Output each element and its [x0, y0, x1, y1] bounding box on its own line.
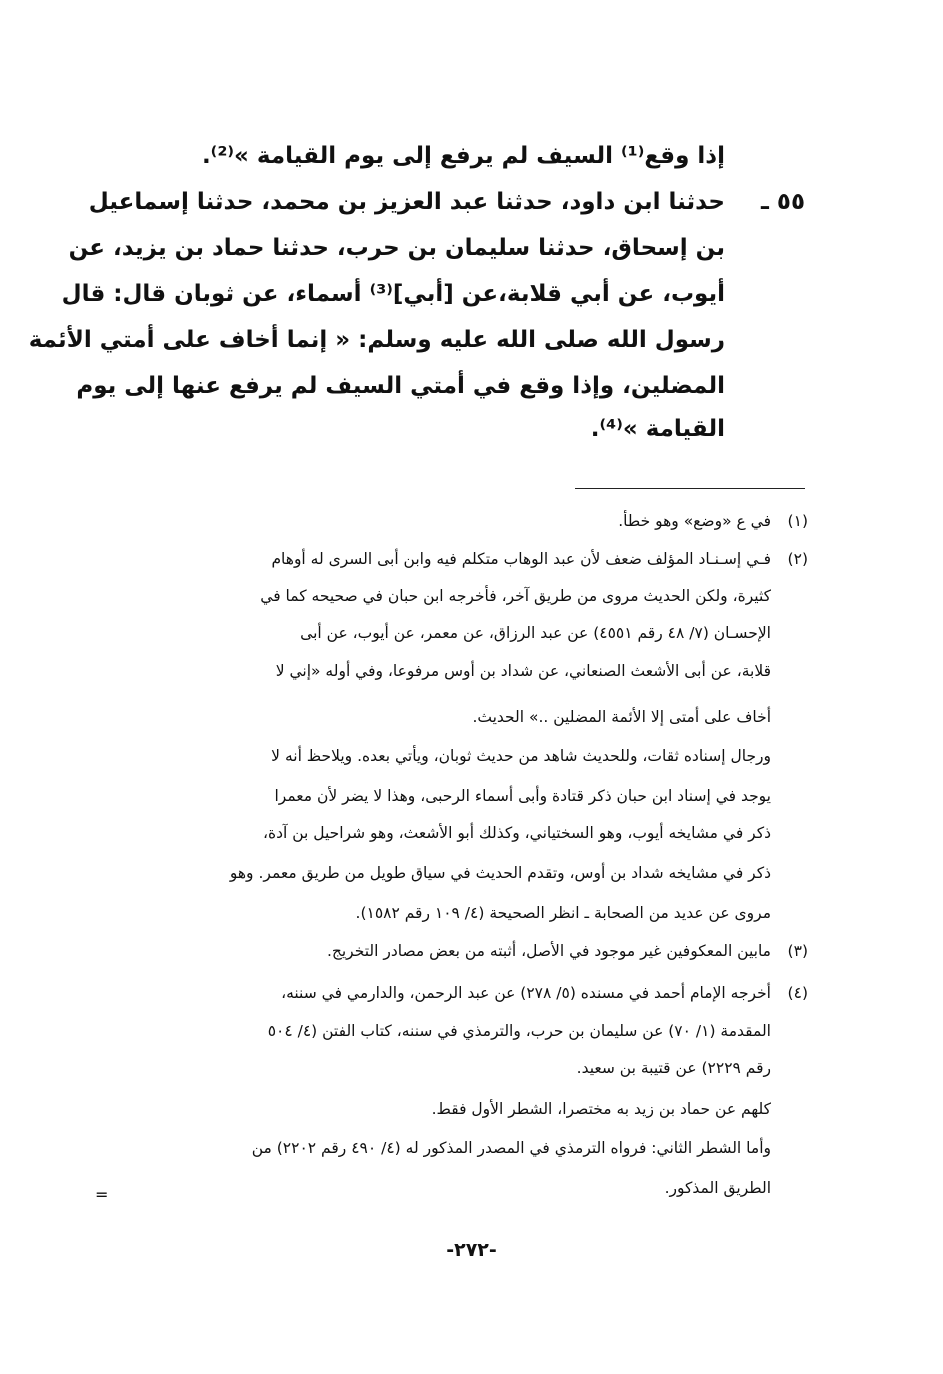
hadith-line: أيوب، عن أبي قلابة،عن [أبي]⁽³⁾ أسماء، عن ثوبان قال: قال: [61, 281, 725, 307]
continuation-line: إذا وقع⁽¹⁾ السيف لم يرفع إلى يوم القيامة »⁽²⁾.: [201, 143, 725, 169]
footnote-2-line: ورجال إسناده ثقات، وللحديث شاهد من حديث ثوبان، ويأتي بعده. ويلاحظ أنه لا: [271, 747, 771, 765]
footnote-2-line: ذكر في مشايخه أيوب، وهو السختياني، وكذلك أبو الأشعث، وهو شراحيل بن آدة،: [262, 824, 771, 842]
footnote-4-line: رقم ٢٢٢٩) عن قتيبة بن سعيد.: [576, 1059, 771, 1077]
footnote-number: (٤): [787, 984, 808, 1002]
footnote-number: (١): [787, 512, 808, 530]
footnote-4-line: الطريق المذكور.: [664, 1179, 771, 1197]
page-number: -٢٧٢-: [446, 1239, 497, 1261]
continuation-mark: =: [95, 1185, 109, 1204]
footnote-2-line: الإحسـان (٧/ ٤٨ رقم ٤٥٥١) عن عبد الرزاق، عن معمر، عن أيوب، عن أبى: [300, 624, 771, 642]
footnote-3-text: مابين المعكوفين غير موجود في الأصل، أثبته من بعض مصادر التخريج.: [326, 942, 771, 960]
hadith-line: حدثنا ابن داود، حدثنا عبد العزيز بن محمد، حدثنا إسماعيل: [88, 189, 725, 215]
footnote-number: (٢): [787, 550, 808, 568]
footnote-2-line: يوجد في إسناد ابن حبان ذكر قتادة وأبى أسماء الرحبى، وهذا لا يضر لأن معمرا: [274, 787, 771, 805]
hadith-line: بن إسحاق، حدثنا سليمان بن حرب، حدثنا حماد بن يزيد، عن: [68, 235, 725, 261]
footnote-1-text: في ع «وضع» وهو خطأ.: [618, 512, 771, 530]
footnote-number: (٣): [787, 942, 808, 960]
footnote-4-line: وأما الشطر الثاني: فرواه الترمذي في المصدر المذكور له (٤/ ٤٩٠ رقم ٢٢٠٢) من: [251, 1139, 771, 1157]
hadith-line: رسول الله صلى الله عليه وسلم: « إنما أخاف على أمتي الأئمة: [28, 327, 725, 353]
footnote-4-line: كلهم عن حماد بن زيد به مختصرا، الشطر الأول فقط.: [431, 1100, 771, 1118]
hadith-line: المضلين، وإذا وقع في أمتي السيف لم يرفع عنها إلى يوم: [76, 373, 725, 399]
hadith-number: ٥٥ ـ: [761, 189, 805, 215]
footnote-2-line: قلابة، عن أبى الأشعث الصنعاني، عن شداد بن أوس مرفوعا، وفي أوله «إني لا: [275, 662, 771, 680]
footnote-4-line: المقدمة (١/ ٧٠) عن سليمان بن حرب، والترمذي في سننه، كتاب الفتن (٤/ ٥٠٤: [267, 1022, 771, 1040]
footnote-2-line: فـي إسـنـاد المؤلف ضعف لأن عبد الوهاب متكلم فيه وابن أبى السرى له أوهام: [271, 550, 771, 568]
footnote-2-line: كثيرة، ولكن الحديث مروى من طريق آخر، فأخرجه ابن حبان في صحيحه كما في: [260, 587, 771, 605]
footnote-2-line: مروى عن عديد من الصحابة ـ انظر الصحيحة (٤/ ١٠٩ رقم ١٥٨٢).: [355, 904, 771, 922]
hadith-line: القيامة »⁽⁴⁾.: [590, 416, 725, 442]
footnote-2-line: ذكر في مشايخه شداد بن أوس، وتقدم الحديث في سياق طويل من طريق معمر. وهو: [229, 864, 771, 882]
footnote-2-line: أخاف على أمتى إلا الأئمة المضلين ..» الحديث.: [472, 708, 771, 726]
footnote-separator: [575, 488, 805, 489]
footnote-4-line: أخرجه الإمام أحمد في مسنده (٥/ ٢٧٨) عن عبد الرحمن، والدارمي في سننه،: [281, 984, 771, 1002]
